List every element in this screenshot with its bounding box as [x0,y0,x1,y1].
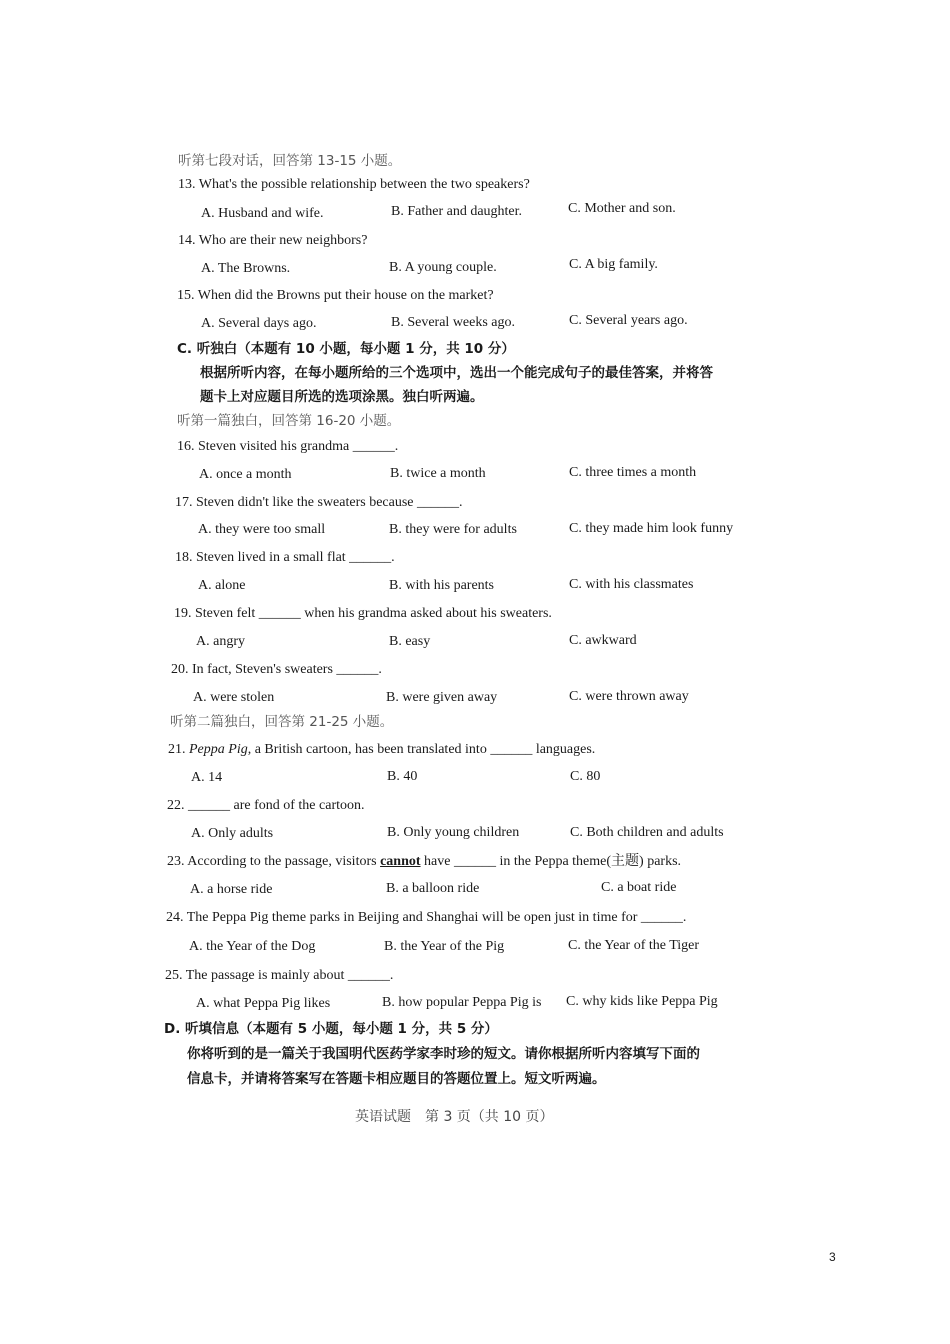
q23-option-c: C. a boat ride [601,880,677,895]
question-20: 20. In fact, Steven's sweaters ______. [171,662,382,677]
question-16: 16. Steven visited his grandma ______. [177,439,399,454]
page-number: 3 [829,1250,836,1264]
question-25: 25. The passage is mainly about ______. [165,968,394,983]
q20-option-a: A. were stolen [193,690,275,705]
q13-option-a: A. Husband and wife. [201,206,324,221]
section-d-instruction-1: 你将听到的是一篇关于我国明代医药学家李时珍的短文。请你根据所听内容填写下面的 [187,1046,700,1062]
question-15: 15. When did the Browns put their house on the market? [177,288,494,303]
q15-option-c: C. Several years ago. [569,313,688,328]
q17-option-b: B. they were for adults [389,522,517,537]
question-22: 22. ______ are fond of the cartoon. [167,798,365,813]
question-23 [167,853,681,871]
monologue-1-intro: 听第一篇独白，回答第 16-20 小题。 [177,413,401,429]
q21-option-b: B. 40 [387,769,418,784]
question-13: 13. What's the possible relationship between the two speakers? [178,177,530,192]
q23-option-b: B. a balloon ride [386,881,480,896]
q21-number: 21. [168,742,189,757]
page-footer: 英语试题 第 3 页（共 10 页） [355,1109,554,1125]
q13-option-b: B. Father and daughter. [391,204,523,219]
monologue-2-intro: 听第二篇独白，回答第 21-25 小题。 [170,714,394,730]
dialogue-7-intro: 听第七段对话，回答第 13-15 小题。 [178,153,402,169]
q23-emphasis-word: cannot [380,854,421,869]
q17-option-a: A. they were too small [198,522,326,537]
q15-option-a: A. Several days ago. [201,316,317,331]
q16-option-a: A. once a month [199,467,292,482]
q16-option-b: B. twice a month [390,466,486,481]
q21-option-c: C. 80 [570,769,601,784]
q22-option-b: B. Only young children [387,825,520,840]
q24-option-c: C. the Year of the Tiger [568,938,700,953]
q23-text-end: have ______ in the Peppa theme(主题) parks. [420,854,682,869]
q20-option-b: B. were given away [386,690,498,705]
q19-option-c: C. awkward [569,633,637,648]
question-24: 24. The Peppa Pig theme parks in Beijing and Shanghai will be open just in time for ______. [166,910,687,925]
section-d-title: D. 听填信息（本题有 5 小题，每小题 1 分，共 5 分） [164,1021,498,1037]
q13-option-c: C. Mother and son. [568,201,676,216]
question-19: 19. Steven felt ______ when his grandma asked about his sweaters. [174,606,552,621]
q14-option-b: B. A young couple. [389,260,497,275]
q21-text: , a British cartoon, has been translated into ______ languages. [247,742,596,757]
q16-option-c: C. three times a month [569,465,697,480]
q21-option-a: A. 14 [191,770,223,785]
q18-option-c: C. with his classmates [569,577,694,592]
q20-option-c: C. were thrown away [569,689,689,704]
section-c-title: C. 听独白（本题有 10 小题，每小题 1 分，共 10 分） [177,341,515,357]
section-c-instruction-1: 根据所听内容，在每小题所给的三个选项中，选出一个能完成句子的最佳答案，并将答 [200,365,713,381]
q25-option-b: B. how popular Peppa Pig is [382,995,542,1010]
q24-option-a: A. the Year of the Dog [189,939,316,954]
question-21 [168,741,595,759]
q14-option-a: A. The Browns. [201,261,291,276]
section-d-instruction-2: 信息卡，并请将答案写在答题卡相应题目的答题位置上。短文听两遍。 [187,1071,606,1087]
q25-option-c: C. why kids like Peppa Pig [566,994,718,1009]
q14-option-c: C. A big family. [569,257,658,272]
q25-option-a: A. what Peppa Pig likes [196,996,331,1011]
q21-cartoon-title: Peppa Pig [189,742,248,757]
q19-option-a: A. angry [196,634,245,649]
q24-option-b: B. the Year of the Pig [384,939,505,954]
q17-option-c: C. they made him look funny [569,521,734,536]
q22-option-a: A. Only adults [191,826,274,841]
q23-text-start: 23. According to the passage, visitors [167,854,381,869]
q18-option-b: B. with his parents [389,578,494,593]
question-14: 14. Who are their new neighbors? [178,233,368,248]
q15-option-b: B. Several weeks ago. [391,315,516,330]
q22-option-c: C. Both children and adults [570,825,724,840]
question-17: 17. Steven didn't like the sweaters because ______. [175,495,463,510]
question-18: 18. Steven lived in a small flat ______. [175,550,395,565]
q23-option-a: A. a horse ride [190,882,273,897]
q19-option-b: B. easy [389,634,431,649]
section-c-instruction-2: 题卡上对应题目所选的选项涂黑。独白听两遍。 [200,389,484,405]
q18-option-a: A. alone [198,578,246,593]
